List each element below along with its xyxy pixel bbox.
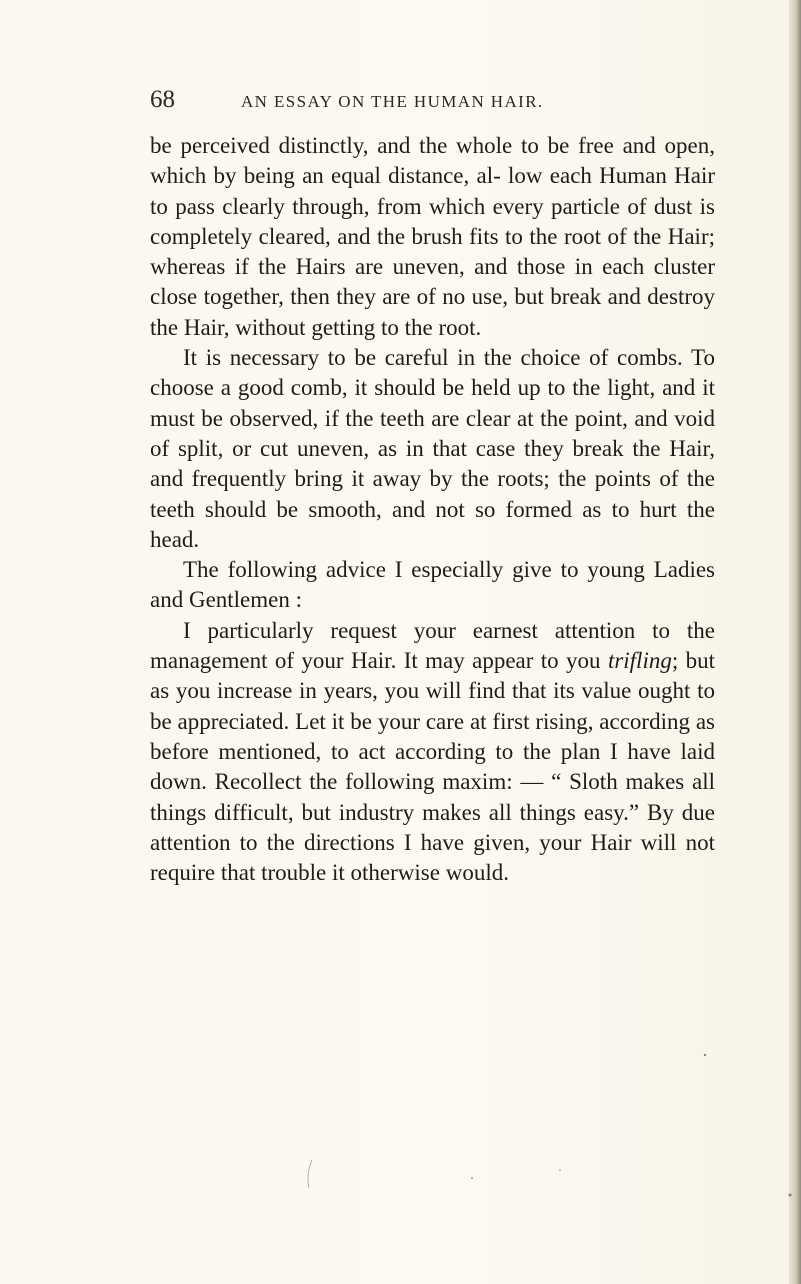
paragraph-combs: It is necessary to be careful in the choice of combs. To choose a good comb, it should be held up to the light, and it must be observed, if the teeth are clear at the point, and void of split, or cut uneven, as in that case they break the Hair, and frequently bring it away by the roots; the points of the teeth should be smooth, and not so formed as to hurt the head. bbox=[150, 345, 715, 552]
running-head: AN ESSAY ON THE HUMAN HAIR. bbox=[241, 92, 544, 111]
paragraph-advice: The following advice I especially give to young Ladies and Gentlemen : bbox=[150, 557, 715, 613]
paragraph-request-part2: ; but as you increase in years, you will find that its value ought to be appreciated. Let it be your care at first rising, according as before mentioned, to act according to the plan I have laid down. Recollect the following maxim: — “ Sloth makes all things difficult, but industry makes all things easy.” By due attention to the directions I have given, your Hair will not require that trouble it otherwise would. bbox=[150, 648, 716, 886]
paragraph-continuation: be perceived distinctly, and the whole to be free and open, which by being an equal distance, al- low each Human Hair to pass clearly through, from which every particle of dust is completely cleared, and the brush fits to the root of the Hair; whereas if the Hairs are uneven, and those in each cluster close together, then they are of no use, but break and destroy the Hair, without getting to the root. bbox=[150, 133, 715, 340]
page-number: 68 bbox=[150, 86, 175, 113]
body-text bbox=[150, 131, 715, 888]
page-header bbox=[150, 86, 710, 116]
page-edge-shadow bbox=[789, 0, 801, 1284]
paragraph-request-part1: I particularly request your earnest attention to the management of your Hair. It may appear to you bbox=[150, 617, 715, 674]
italic-trifling: trifling bbox=[607, 648, 672, 674]
paragraph-request bbox=[150, 616, 715, 889]
